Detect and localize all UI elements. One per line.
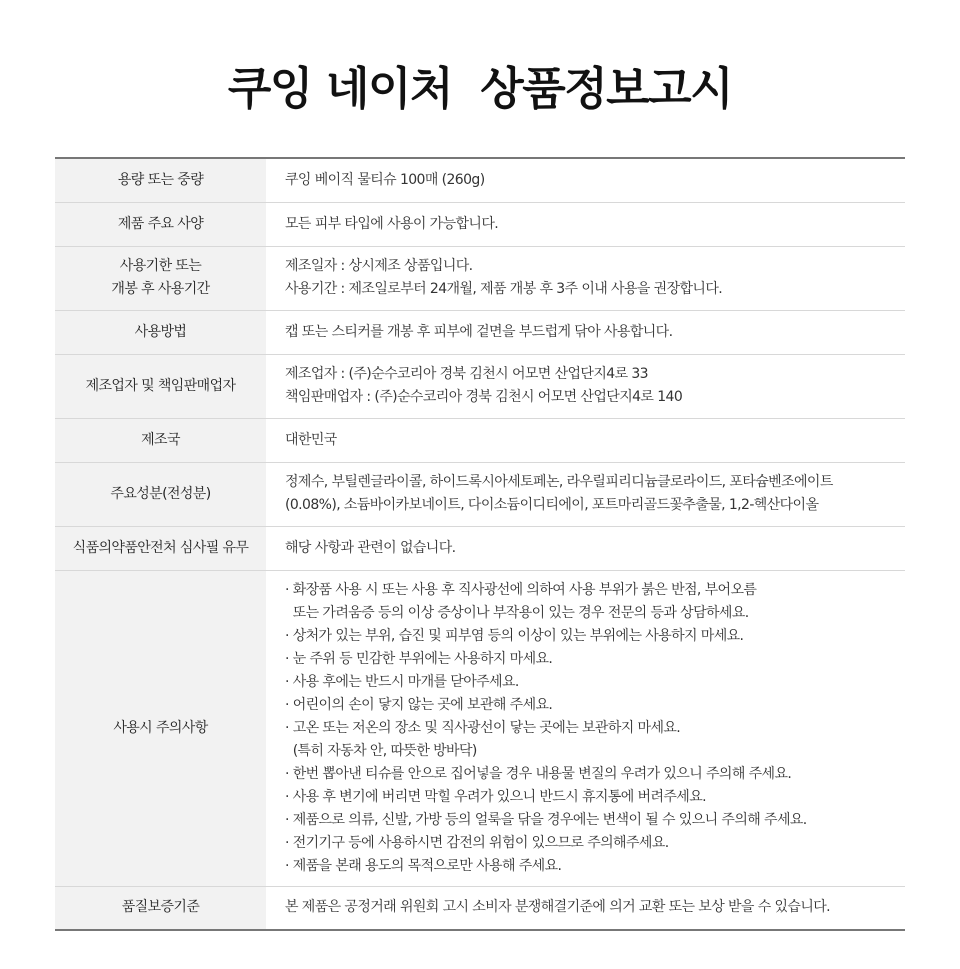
row-label (55, 526, 266, 570)
precaution-line: · 한번 뽑아낸 티슈를 안으로 집어넣을 경우 내용물 변질의 우려가 있으니 주의해 주세요. (285, 765, 792, 782)
row-value (266, 462, 905, 526)
table-row-ingredients (55, 462, 905, 526)
row-value (266, 354, 905, 418)
label-line: 용량 또는 중량 (117, 171, 204, 188)
value-line: (0.08%), 소듐바이카보네이트, 다이소듐이디티에이, 포트마리골드꽃추출물, 1,2-헥산다이올 (285, 497, 819, 513)
precaution-line: · 화장품 사용 시 또는 사용 후 직사광선에 의하여 사용 부위가 붉은 반점, 부어오름 (285, 581, 757, 598)
precaution-line: · 전기기구 등에 사용하시면 감전의 위험이 있으므로 주의해주세요. (285, 834, 669, 851)
value-line: 대한민국 (285, 431, 337, 448)
row-value (266, 310, 905, 354)
value-line: 제조일자 : 상시제조 상품입니다. (285, 258, 473, 274)
value-line: 정제수, 부틸렌글라이콜, 하이드록시아세토페논, 라우릴피리디늄클로라이드, 포타슘벤조에이트 (285, 474, 833, 490)
row-value (266, 570, 905, 886)
table-row-country (55, 418, 905, 462)
value-line: 본 제품은 공정거래 위원회 고시 소비자 분쟁해결기준에 의거 교환 또는 보상 받을 수 있습니다. (285, 899, 831, 916)
precaution-line: · 고온 또는 저온의 장소 및 직사광선이 닿는 곳에는 보관하지 마세요. (285, 719, 681, 736)
row-label (55, 354, 266, 418)
label-line: 제조업자 및 책임판매업자 (85, 377, 236, 394)
label-line: 품질보증기준 (121, 899, 200, 916)
precaution-line: · 사용 후에는 반드시 마개를 닫아주세요. (285, 673, 519, 690)
row-value (266, 158, 905, 202)
row-label (55, 310, 266, 354)
row-value (266, 886, 905, 930)
table-row-spec (55, 202, 905, 246)
table-row-usage (55, 310, 905, 354)
value-line: 책임판매업자 : (주)순수코리아 경북 김천시 어모면 산업단지4로 140 (285, 389, 683, 405)
precaution-line: 또는 가려움증 등의 이상 증상이나 부작용이 있는 경우 전문의 등과 상담하세요. (285, 604, 749, 621)
row-value (266, 418, 905, 462)
row-label (55, 158, 266, 202)
row-value (266, 526, 905, 570)
label-line: 식품의약품안전처 심사필 유무 (72, 539, 249, 556)
label-line: 개봉 후 사용기간 (111, 281, 210, 297)
label-line: 사용시 주의사항 (113, 719, 208, 736)
row-label (55, 886, 266, 930)
label-line: 제조국 (141, 431, 180, 448)
table-row-capacity (55, 158, 905, 202)
precaution-line: · 어린이의 손이 닿지 않는 곳에 보관해 주세요. (285, 696, 553, 713)
row-label (55, 202, 266, 246)
row-label (55, 246, 266, 310)
product-info-table (55, 157, 905, 931)
value-line: 쿠잉 베이직 물티슈 100매 (260g) (285, 171, 485, 188)
page-title: 쿠잉 네이처 상품정보고시 (227, 62, 733, 115)
label-line: 주요성분(전성분) (110, 485, 211, 502)
value-line: 사용기간 : 제조일로부터 24개월, 제품 개봉 후 3주 이내 사용을 권장합니다. (285, 281, 723, 297)
row-value (266, 202, 905, 246)
table-row-expiry (55, 246, 905, 310)
row-label (55, 462, 266, 526)
value-line: 제조업자 : (주)순수코리아 경북 김천시 어모면 산업단지4로 33 (285, 366, 648, 382)
label-line: 제품 주요 사양 (117, 215, 204, 232)
precaution-line: · 눈 주위 등 민감한 부위에는 사용하지 마세요. (285, 650, 553, 667)
row-label (55, 418, 266, 462)
precaution-line: (특히 자동차 안, 따뜻한 방바닥) (285, 742, 477, 759)
table-row-quality-assurance (55, 886, 905, 930)
row-value (266, 246, 905, 310)
precaution-line: · 사용 후 변기에 버리면 막힐 우려가 있으니 반드시 휴지통에 버려주세요. (285, 788, 706, 805)
precaution-line: · 제품을 본래 용도의 목적으로만 사용해 주세요. (285, 857, 562, 874)
table-row-manufacturer (55, 354, 905, 418)
label-line: 사용기한 또는 (119, 258, 202, 274)
precaution-line: · 제품으로 의류, 신발, 가방 등의 얼룩을 닦을 경우에는 변색이 될 수 있으니 주의해 주세요. (285, 811, 807, 828)
table-row-precautions (55, 570, 905, 886)
table-row-mfds-review (55, 526, 905, 570)
row-label (55, 570, 266, 886)
label-line: 사용방법 (134, 323, 187, 340)
precaution-line: · 상처가 있는 부위, 습진 및 피부염 등의 이상이 있는 부위에는 사용하지 마세요. (285, 627, 744, 644)
value-line: 모든 피부 타입에 사용이 가능합니다. (285, 215, 499, 232)
value-line: 해당 사항과 관련이 없습니다. (285, 539, 456, 556)
value-line: 캡 또는 스티커를 개봉 후 피부에 겉면을 부드럽게 닦아 사용합니다. (285, 323, 673, 340)
